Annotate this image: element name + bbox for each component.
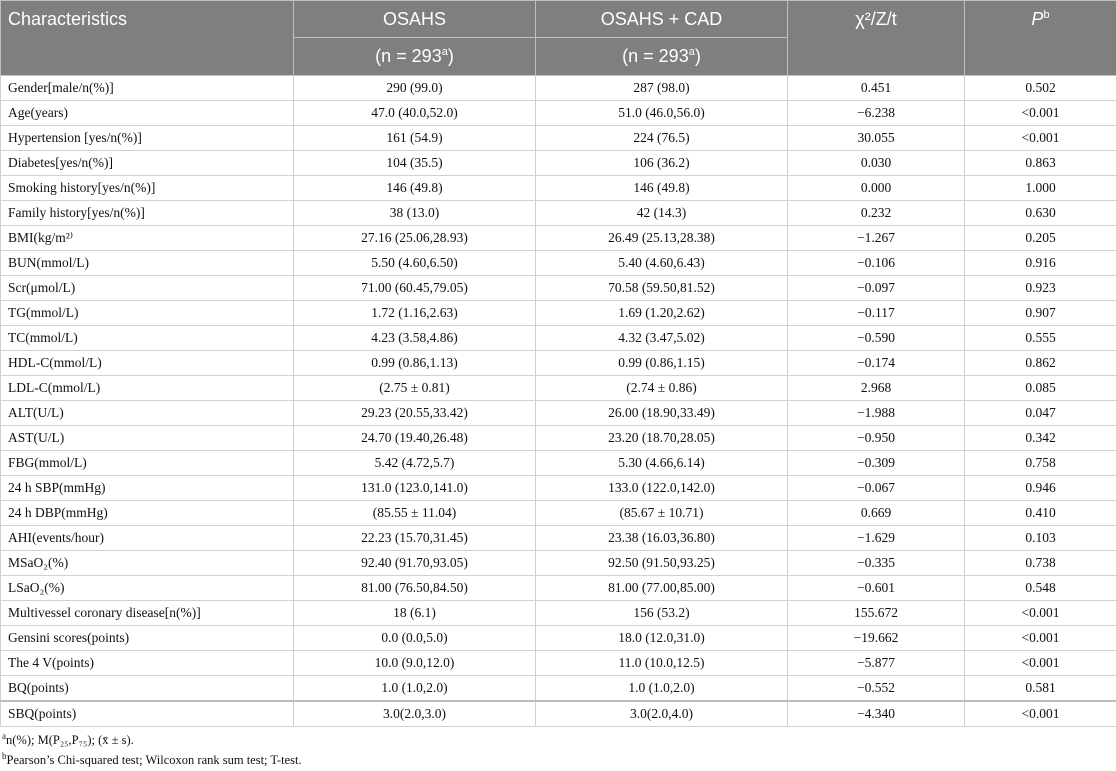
row-characteristic: Diabetes[yes/n(%)]	[1, 151, 294, 176]
p-value: <0.001	[965, 701, 1116, 727]
osahs-value: 81.00 (76.50,84.50)	[294, 576, 536, 601]
table-row	[1, 401, 1116, 426]
osahs-value: (2.75 ± 0.81)	[294, 376, 536, 401]
table-row	[1, 76, 1116, 101]
table-row	[1, 651, 1116, 676]
table-row	[1, 251, 1116, 276]
statistic-value: 0.451	[788, 76, 965, 101]
osahs-value: 5.42 (4.72,5.7)	[294, 451, 536, 476]
table-row	[1, 426, 1116, 451]
p-value: 1.000	[965, 176, 1116, 201]
p-value: 0.103	[965, 526, 1116, 551]
row-characteristic: Age(years)	[1, 101, 294, 126]
statistic-value: −0.601	[788, 576, 965, 601]
osahs-value: 1.0 (1.0,2.0)	[294, 676, 536, 702]
header-characteristics: Characteristics	[1, 1, 294, 76]
statistic-value: −0.950	[788, 426, 965, 451]
footnote-b: $^b$Pearson’s Chi-squared test; Wilcoxon rank sum test; T-test.	[2, 751, 302, 768]
statistic-value: −1.267	[788, 226, 965, 251]
osahs-cad-value: 133.0 (122.0,142.0)	[536, 476, 788, 501]
osahs-value: 1.72 (1.16,2.63)	[294, 301, 536, 326]
osahs-value: 0.0 (0.0,5.0)	[294, 626, 536, 651]
osahs-cad-value: 18.0 (12.0,31.0)	[536, 626, 788, 651]
table-row	[1, 126, 1116, 151]
table-row	[1, 226, 1116, 251]
statistic-value: 0.669	[788, 501, 965, 526]
row-characteristic: AST(U/L)	[1, 426, 294, 451]
p-value: 0.862	[965, 351, 1116, 376]
row-characteristic: Hypertension [yes/n(%)]	[1, 126, 294, 151]
p-value: 0.946	[965, 476, 1116, 501]
table-row	[1, 676, 1116, 702]
row-characteristic: FBG(mmol/L)	[1, 451, 294, 476]
row-characteristic: Gender[male/n(%)]	[1, 76, 294, 101]
p-value: 0.410	[965, 501, 1116, 526]
footnote-a: $^a$n(%); M(P₂₅,P₇₅); (x̄ ± s).	[2, 731, 134, 748]
table-row	[1, 526, 1116, 551]
row-characteristic: BMI(kg/m²⁾	[1, 226, 294, 251]
row-characteristic: The 4 V(points)	[1, 651, 294, 676]
osahs-cad-value: 23.20 (18.70,28.05)	[536, 426, 788, 451]
osahs-cad-value: 287 (98.0)	[536, 76, 788, 101]
statistic-value: −0.067	[788, 476, 965, 501]
osahs-cad-value: 0.99 (0.86,1.15)	[536, 351, 788, 376]
osahs-cad-value: 156 (53.2)	[536, 601, 788, 626]
row-characteristic: LDL-C(mmol/L)	[1, 376, 294, 401]
osahs-cad-value: 3.0(2.0,4.0)	[536, 701, 788, 727]
osahs-value: 47.0 (40.0,52.0)	[294, 101, 536, 126]
row-characteristic: Smoking history[yes/n(%)]	[1, 176, 294, 201]
osahs-value: 146 (49.8)	[294, 176, 536, 201]
header-osahs-cad-n: $(n = 293^a)$	[536, 38, 788, 76]
statistic-value: −0.097	[788, 276, 965, 301]
statistic-value: 0.232	[788, 201, 965, 226]
osahs-cad-value: 42 (14.3)	[536, 201, 788, 226]
statistic-value: −6.238	[788, 101, 965, 126]
osahs-value: 290 (99.0)	[294, 76, 536, 101]
p-value: <0.001	[965, 126, 1116, 151]
statistic-value: −0.335	[788, 551, 965, 576]
row-characteristic: Multivessel coronary disease[n(%)]	[1, 601, 294, 626]
statistic-value: 155.672	[788, 601, 965, 626]
osahs-value: 5.50 (4.60,6.50)	[294, 251, 536, 276]
row-characteristic: TC(mmol/L)	[1, 326, 294, 351]
p-value: 0.923	[965, 276, 1116, 301]
osahs-value: 161 (54.9)	[294, 126, 536, 151]
table-row	[1, 326, 1116, 351]
p-value: 0.047	[965, 401, 1116, 426]
p-value: 0.555	[965, 326, 1116, 351]
table-row	[1, 276, 1116, 301]
statistic-value: −5.877	[788, 651, 965, 676]
osahs-cad-value: 92.50 (91.50,93.25)	[536, 551, 788, 576]
row-characteristic: Gensini scores(points)	[1, 626, 294, 651]
statistic-value: −0.552	[788, 676, 965, 702]
osahs-value: 24.70 (19.40,26.48)	[294, 426, 536, 451]
header-osahs-cad: OSAHS + CAD	[536, 1, 788, 38]
osahs-value: 0.99 (0.86,1.13)	[294, 351, 536, 376]
osahs-value: 10.0 (9.0,12.0)	[294, 651, 536, 676]
row-characteristic: 24 h DBP(mmHg)	[1, 501, 294, 526]
table-row	[1, 626, 1116, 651]
row-characteristic: TG(mmol/L)	[1, 301, 294, 326]
table-row	[1, 376, 1116, 401]
osahs-cad-value: 51.0 (46.0,56.0)	[536, 101, 788, 126]
statistic-value: −0.590	[788, 326, 965, 351]
row-characteristic: MSaO₂(%)	[1, 551, 294, 576]
osahs-value: 131.0 (123.0,141.0)	[294, 476, 536, 501]
p-value: <0.001	[965, 101, 1116, 126]
row-characteristic: 24 h SBP(mmHg)	[1, 476, 294, 501]
osahs-value: 18 (6.1)	[294, 601, 536, 626]
p-value: 0.085	[965, 376, 1116, 401]
osahs-cad-value: 70.58 (59.50,81.52)	[536, 276, 788, 301]
table-row	[1, 201, 1116, 226]
row-characteristic: SBQ(points)	[1, 701, 294, 727]
row-characteristic: LSaO₂(%)	[1, 576, 294, 601]
osahs-cad-value: 11.0 (10.0,12.5)	[536, 651, 788, 676]
table-row	[1, 601, 1116, 626]
statistic-value: 30.055	[788, 126, 965, 151]
p-value: 0.548	[965, 576, 1116, 601]
osahs-value: 104 (35.5)	[294, 151, 536, 176]
osahs-value: 22.23 (15.70,31.45)	[294, 526, 536, 551]
p-value: <0.001	[965, 601, 1116, 626]
osahs-value: (85.55 ± 11.04)	[294, 501, 536, 526]
osahs-value: 71.00 (60.45,79.05)	[294, 276, 536, 301]
row-characteristic: BQ(points)	[1, 676, 294, 702]
osahs-value: 92.40 (91.70,93.05)	[294, 551, 536, 576]
p-value: 0.738	[965, 551, 1116, 576]
osahs-cad-value: 5.40 (4.60,6.43)	[536, 251, 788, 276]
osahs-cad-value: 5.30 (4.66,6.14)	[536, 451, 788, 476]
osahs-value: 38 (13.0)	[294, 201, 536, 226]
osahs-cad-value: 26.49 (25.13,28.38)	[536, 226, 788, 251]
p-value: 0.758	[965, 451, 1116, 476]
osahs-value: 29.23 (20.55,33.42)	[294, 401, 536, 426]
statistic-value: −1.629	[788, 526, 965, 551]
header-osahs: OSAHS	[294, 1, 536, 38]
table-row	[1, 176, 1116, 201]
header-p-value: $P^b$	[965, 1, 1116, 76]
table-row	[1, 551, 1116, 576]
p-value: 0.581	[965, 676, 1116, 702]
p-value: 0.916	[965, 251, 1116, 276]
statistic-value: −0.117	[788, 301, 965, 326]
osahs-cad-value: 23.38 (16.03,36.80)	[536, 526, 788, 551]
osahs-cad-value: 146 (49.8)	[536, 176, 788, 201]
statistic-value: −1.988	[788, 401, 965, 426]
osahs-cad-value: 1.69 (1.20,2.62)	[536, 301, 788, 326]
header-osahs-n: $(n = 293^a)$	[294, 38, 536, 76]
table-row	[1, 351, 1116, 376]
p-value: 0.502	[965, 76, 1116, 101]
table-row	[1, 576, 1116, 601]
table-row	[1, 701, 1116, 727]
statistic-value: −0.309	[788, 451, 965, 476]
p-value: 0.630	[965, 201, 1116, 226]
osahs-value: 4.23 (3.58,4.86)	[294, 326, 536, 351]
row-characteristic: Family history[yes/n(%)]	[1, 201, 294, 226]
osahs-cad-value: (2.74 ± 0.86)	[536, 376, 788, 401]
statistic-value: 0.000	[788, 176, 965, 201]
statistic-value: −0.106	[788, 251, 965, 276]
table-row	[1, 101, 1116, 126]
p-value: 0.863	[965, 151, 1116, 176]
p-value: 0.342	[965, 426, 1116, 451]
row-characteristic: ALT(U/L)	[1, 401, 294, 426]
osahs-value: 3.0(2.0,3.0)	[294, 701, 536, 727]
statistic-value: −19.662	[788, 626, 965, 651]
row-characteristic: HDL-C(mmol/L)	[1, 351, 294, 376]
p-value: 0.205	[965, 226, 1116, 251]
table-row	[1, 151, 1116, 176]
osahs-cad-value: 1.0 (1.0,2.0)	[536, 676, 788, 702]
table-row	[1, 476, 1116, 501]
row-characteristic: BUN(mmol/L)	[1, 251, 294, 276]
table-row	[1, 301, 1116, 326]
p-value: <0.001	[965, 626, 1116, 651]
osahs-value: 27.16 (25.06,28.93)	[294, 226, 536, 251]
statistic-value: −0.174	[788, 351, 965, 376]
statistic-value: −4.340	[788, 701, 965, 727]
osahs-cad-value: 81.00 (77.00,85.00)	[536, 576, 788, 601]
p-value: 0.907	[965, 301, 1116, 326]
row-characteristic: AHI(events/hour)	[1, 526, 294, 551]
osahs-cad-value: 106 (36.2)	[536, 151, 788, 176]
header-statistic: χ²/Z/t	[788, 1, 965, 76]
table-body	[1, 76, 1116, 727]
table-row	[1, 451, 1116, 476]
table-row	[1, 501, 1116, 526]
statistic-value: 2.968	[788, 376, 965, 401]
osahs-cad-value: 4.32 (3.47,5.02)	[536, 326, 788, 351]
osahs-cad-value: 224 (76.5)	[536, 126, 788, 151]
p-value: <0.001	[965, 651, 1116, 676]
statistic-value: 0.030	[788, 151, 965, 176]
osahs-cad-value: (85.67 ± 10.71)	[536, 501, 788, 526]
osahs-cad-value: 26.00 (18.90,33.49)	[536, 401, 788, 426]
row-characteristic: Scr(μmol/L)	[1, 276, 294, 301]
